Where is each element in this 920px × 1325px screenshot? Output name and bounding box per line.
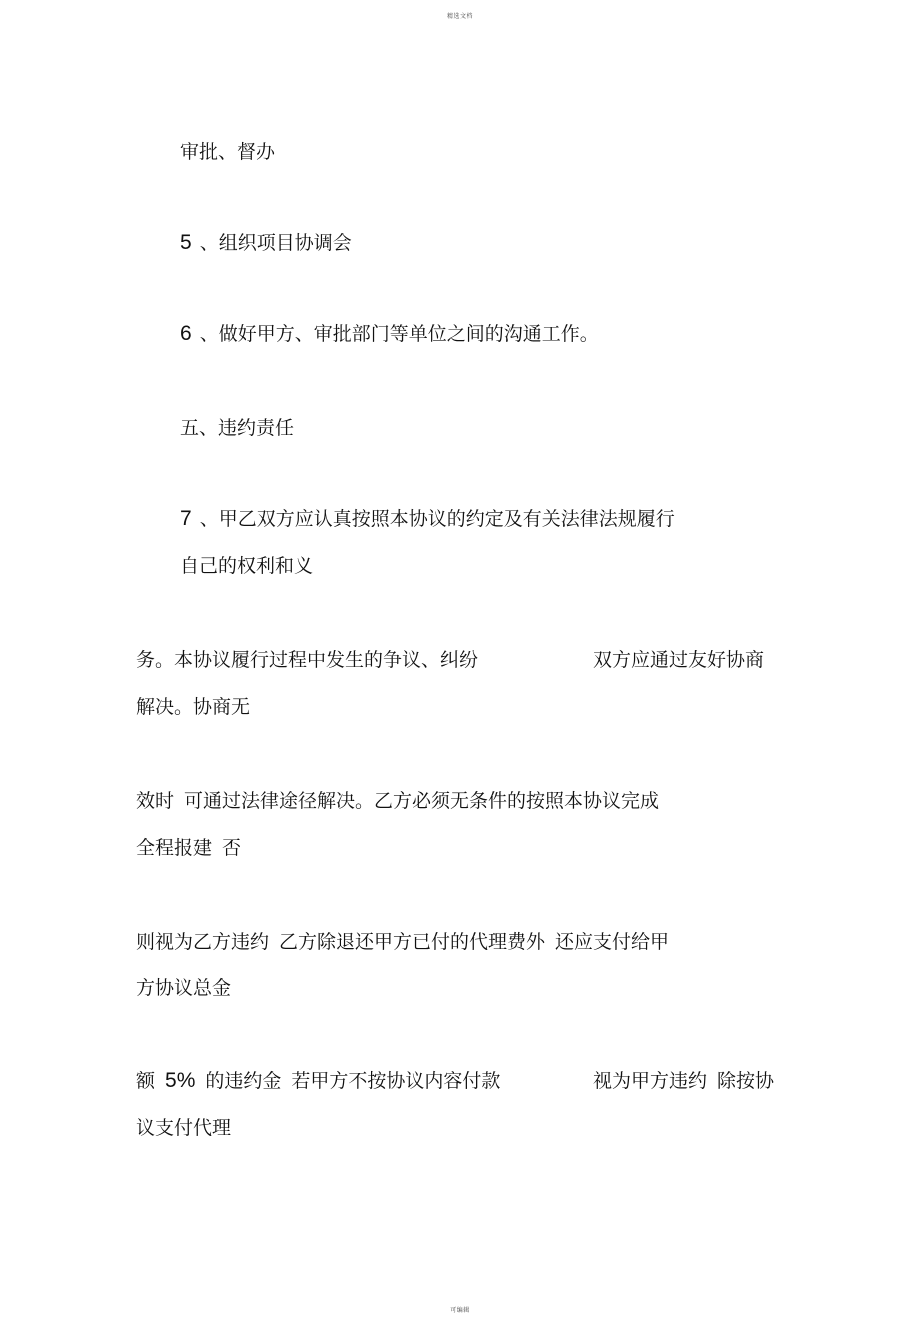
line-text: 的违约金 [205,1070,282,1092]
text-line-item-5 [180,231,352,255]
line-text: 、甲乙双方应认真按照本协议的约定及有关法律法规履行 [199,508,675,530]
line-text: 乙方除退还甲方已付的代理费外 [279,931,546,953]
text-line-disputes-left [136,648,478,672]
line-text: 除按协 [717,1070,775,1092]
text-line-item-6 [180,322,599,346]
line-text: 效时 [136,790,175,812]
text-line-penalty-left [136,1069,500,1093]
line-text: 务。本协议履行过程中发生的争议、纠纷 [136,649,479,671]
text-line-approval [180,140,275,164]
page-header: 精选文档 [446,13,473,20]
item-number: 6 [180,322,192,345]
text-line-disputes-right [593,648,764,672]
line-text: 方协议总金 [136,977,232,999]
text-line-filing [136,836,241,860]
line-text: 可通过法律途径解决。乙方必须无条件的按照本协议完成 [184,790,660,812]
line-text: 议支付代理 [136,1117,232,1139]
text-line-payment [136,1116,231,1140]
heading-text: 五、违约责任 [180,417,295,439]
line-text: 审批、督办 [180,141,276,163]
penalty-percent: 5% [165,1069,196,1092]
line-text: 还应支付给甲 [555,931,670,953]
text-line-rights [180,554,313,578]
text-line-party-b-breach [136,930,669,954]
line-text: 则视为乙方违约 [136,931,270,953]
line-text: 视为甲方违约 [593,1070,708,1092]
page-footer: 可编辑 [450,1307,470,1314]
section-heading-breach [180,416,294,440]
line-text: 双方应通过友好协商 [593,649,765,671]
line-text: 、做好甲方、审批部门等单位之间的沟通工作。 [199,323,599,345]
text-line-resolve [136,695,250,719]
line-text: 否 [222,837,242,859]
text-line-legal [136,789,659,813]
line-text: 若甲方不按协议内容付款 [291,1070,501,1092]
line-text: 解决。协商无 [136,696,251,718]
text-line-item-7 [180,507,675,531]
item-number: 7 [180,507,192,530]
line-text: 额 [136,1070,156,1092]
text-line-total [136,976,231,1000]
line-text: 自己的权利和义 [180,555,314,577]
item-number: 5 [180,231,192,254]
line-text: 、组织项目协调会 [199,232,352,254]
text-line-penalty-right [593,1069,774,1093]
line-text: 全程报建 [136,837,213,859]
